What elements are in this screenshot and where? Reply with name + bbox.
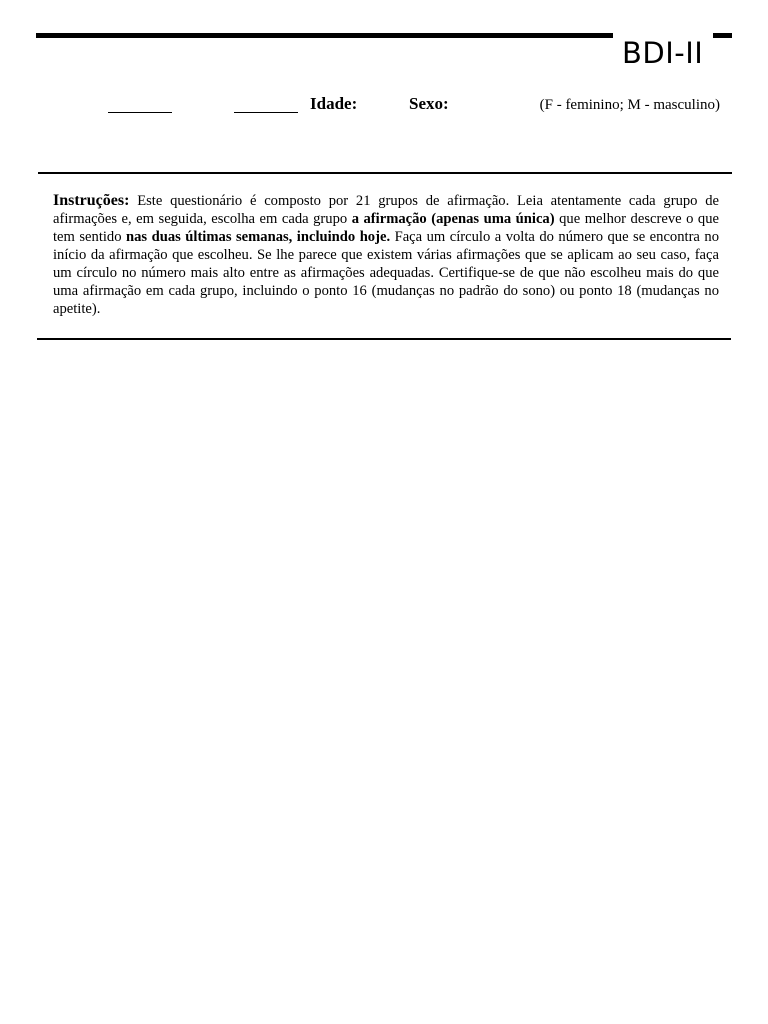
top-rule-right — [713, 33, 732, 38]
idade-label: Idade: — [310, 94, 358, 113]
name-blank-field[interactable] — [108, 112, 172, 113]
instructions-paragraph — [53, 192, 719, 318]
divider-bottom — [37, 338, 731, 340]
top-rule-left — [36, 33, 613, 38]
sexo-label: Sexo: — [409, 94, 449, 113]
instructions-bold-2: nas duas últimas semanas, incluindo hoje. — [126, 229, 391, 245]
instructions-bold-1: a afirmação (apenas uma única) — [351, 211, 555, 227]
form-title: BDI-II — [622, 36, 704, 70]
instructions-text-3: Faça um círculo a volta do número que se encontra no início da afirmação que escolheu. Se lhe parece que existem várias afirmações que se aplicam ao seu caso, faça um círculo no número mais alto entre as afirmações adequadas. Certifique-se de que não escolheu mais do que uma afirmação em cada grupo, incluindo o ponto 16 (mudanças no padrão do sono) ou ponto 18 (mudanças no apetite). — [53, 229, 719, 317]
sexo-hint: (F - feminino; M - masculino) — [539, 97, 720, 113]
instructions-lead: Instruções: — [53, 192, 130, 209]
instructions-text-1: Este questionário é composto por 21 grupos de afirmação. Leia atentamente cada grupo de afirmações e, em seguida, escolha em cada grupo — [53, 193, 719, 227]
instructions-text-2: que melhor descreve o que tem sentido — [53, 211, 719, 245]
divider-top — [38, 172, 732, 174]
date-blank-field[interactable] — [234, 112, 298, 113]
